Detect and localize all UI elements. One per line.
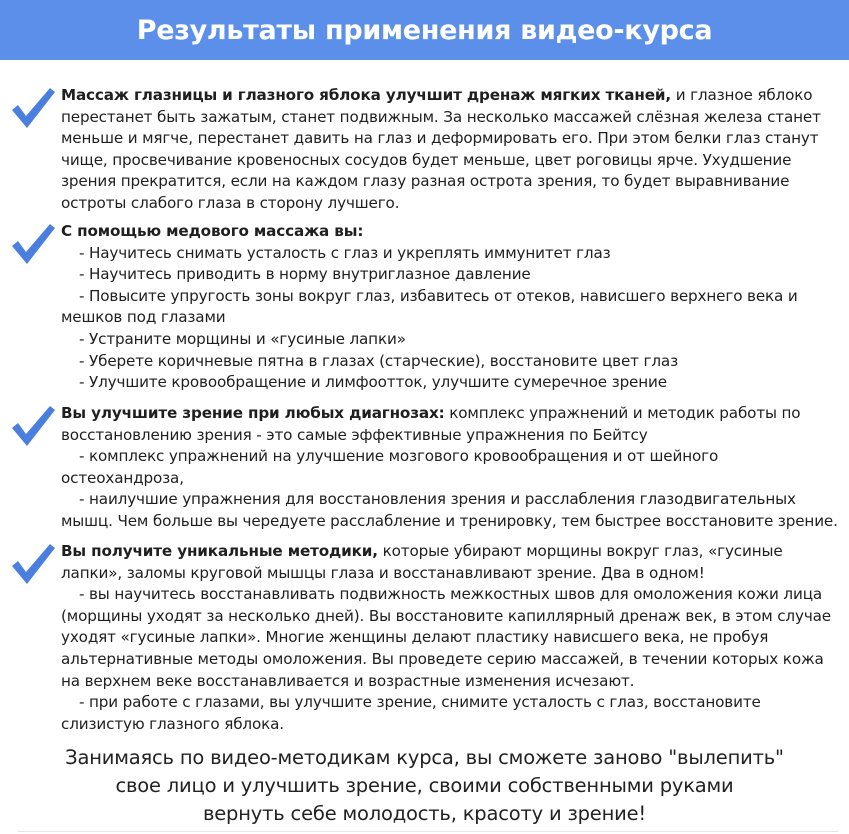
list-item: - вы научитесь восстанавливать подвижность межкостных швов для омоложения кожи лица (морщины уходят за несколько дней). Вы восстановите капиллярный дренаж век, в этом случае уходят «гусиные лапки». Многие женщины делают пластику нависшего века, не пробуя альтернативные методы омоложения. Вы проведете серию массажей, в течении которых кожа на верхнем веке восстанавливается и возрастные изменения исчезают. (61, 585, 831, 690)
section-text (61, 541, 841, 735)
list-item: - Улучшите кровообращение и лимфоотток, улучшите сумеречное зрение (79, 373, 667, 392)
section-lead: С помощью медового массажа вы: (61, 222, 364, 240)
page-title: Результаты применения видео-курса (136, 14, 713, 46)
list-item: - при работе с глазами, вы улучшите зрение, снимите усталость с глаз, восстановите слизистую глазного яблока. (61, 693, 761, 733)
section-lead: Массаж глазницы и глазного яблока улучшит дренаж мягких тканей, (61, 86, 672, 104)
list-item: - наилучшие упражнения для восстановления зрения и расслабления глазодвигательных мышц. Чем больше вы чередуете расслабление и тренировку, тем быстрее восстановите зрение. (61, 490, 838, 530)
closing-line: Занимаясь по видео-методикам курса, вы сможете заново "вылепить" (65, 746, 784, 769)
closing-line: вернуть себе молодость, красоту и зрение! (202, 802, 647, 825)
checkmark-icon (8, 404, 56, 448)
list-item: - Уберете коричневые пятна в глазах (старческие), восстановите цвет глаз (79, 351, 678, 370)
section-text (61, 85, 841, 215)
list-item: - Научитесь приводить в норму внутриглазное давление (79, 265, 531, 284)
section-lead: Вы улучшите зрение при любых диагнозах: (61, 404, 445, 422)
header-banner (0, 0, 849, 60)
divider (18, 831, 838, 832)
list-item: - Повысите упругость зоны вокруг глаз, избавитесь от отеков, нависшего верхнего века и мешков под глазами (61, 286, 798, 327)
section-body: комплекс упражнений и методик работы по восстановлению зрения - это самые эффективные упражнения по Бейтсу (61, 404, 801, 444)
section-lead: Вы получите уникальные методики, (61, 542, 378, 560)
checkmark-icon (8, 86, 56, 130)
closing-line: свое лицо и улучшить зрение, своими собственными руками (115, 774, 734, 797)
checkmark-icon (8, 542, 56, 586)
section-body: которые убирают морщины вокруг глаз, «гусиные лапки», заломы круговой мышцы глаза и восстанавливают зрение. Два в одном! (61, 542, 783, 582)
section-text (61, 403, 841, 533)
section-body: и глазное яблоко перестанет быть зажатым, станет подвижным. За несколько массажей слёзная железа станет меньше и мягче, перестанет давить на глаз и деформировать его. При этом белки глаз станут чище, просвечивание кровеносных сосудов будет меньше, цвет роговицы ярче. Ухудшение зрения прекратится, если на каждом глазу разная острота зрения, то будет выравнивание остроты слабого глаза в сторону лучшего. (61, 86, 821, 212)
checkmark-icon (8, 222, 56, 266)
list-item: - Научитесь снимать усталость с глаз и укреплять иммунитет глаз (79, 243, 611, 262)
list-item: - Устраните морщины и «гусиные лапки» (79, 329, 406, 348)
closing-statement (0, 744, 849, 828)
section-text (61, 221, 841, 394)
list-item: - комплекс упражнений на улучшение мозгового кровообращения и от шейного остеохандроза, (61, 447, 719, 487)
